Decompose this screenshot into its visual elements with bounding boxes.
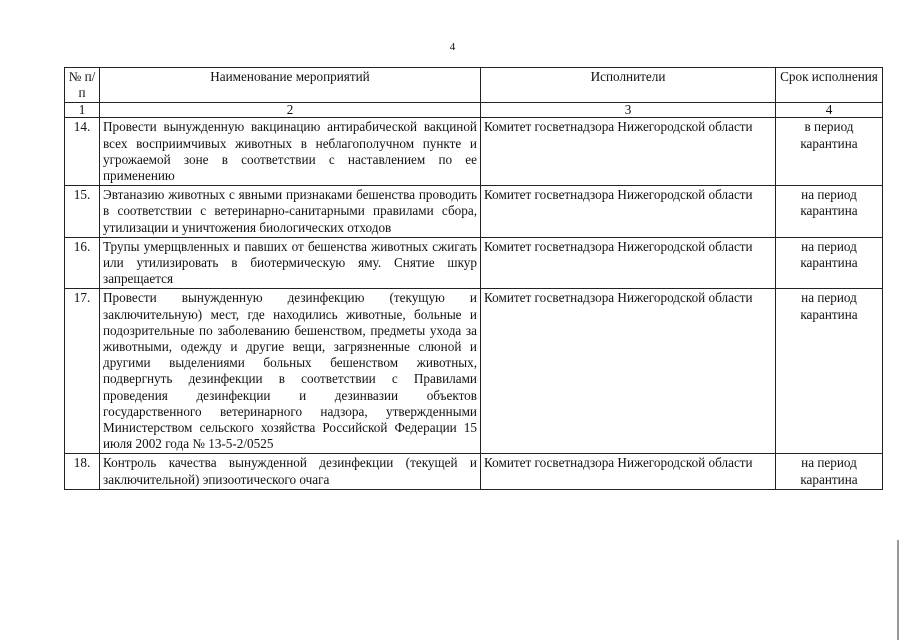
term-text: на период карантина <box>776 186 883 238</box>
table-row <box>65 186 883 238</box>
column-number-4: 4 <box>776 103 883 118</box>
header-executors: Исполнители <box>481 68 776 103</box>
executor-text: Комитет госветнадзора Нижегородской области <box>481 454 776 489</box>
executor-text: Комитет госветнадзора Нижегородской области <box>481 118 776 186</box>
row-number: 15. <box>65 186 100 238</box>
term-text: в период карантина <box>776 118 883 186</box>
row-number: 14. <box>65 118 100 186</box>
measure-text: Провести вынужденную вакцинацию антирабической вакциной всех восприимчивых животных в неблагополучном пункте и угрожаемой зоне в соответствии с наставлением по ее применению <box>100 118 481 186</box>
term-text: на период карантина <box>776 454 883 489</box>
header-number: № п/п <box>65 68 100 103</box>
term-text: на период карантина <box>776 289 883 454</box>
column-number-2: 2 <box>100 103 481 118</box>
term-text: на период карантина <box>776 237 883 289</box>
measure-text: Провести вынужденную дезинфекцию (текущую и заключительную) мест, где находились животные, больные и подозрительные по заболеванию бешенством, предметы ухода за животными, одежду и другие вещи, загрязненные слюной и другими выделениями больных бешенством животных, подвергнуть дезинфекции в соответствии с Правилами проведения дезинфекции и дезинвазии объектов государственного ветеринарного надзора, утвержденными Министерством сельского хозяйства Российской Федерации 15 июля 2002 года № 13-5-2/0525 <box>100 289 481 454</box>
executor-text: Комитет госветнадзора Нижегородской области <box>481 186 776 238</box>
scan-edge-shadow <box>897 540 899 640</box>
executor-text: Комитет госветнадзора Нижегородской области <box>481 237 776 289</box>
row-number: 18. <box>65 454 100 489</box>
table-row <box>65 237 883 289</box>
executor-text: Комитет госветнадзора Нижегородской области <box>481 289 776 454</box>
column-number-1: 1 <box>65 103 100 118</box>
header-term: Срок исполнения <box>776 68 883 103</box>
table-row <box>65 454 883 489</box>
table-row <box>65 118 883 186</box>
row-number: 17. <box>65 289 100 454</box>
column-number-3: 3 <box>481 103 776 118</box>
page-number: 4 <box>449 41 456 53</box>
measure-text: Контроль качества вынужденной дезинфекции (текущей и заключительной) эпизоотического очага <box>100 454 481 489</box>
measure-text: Трупы умерщвленных и павших от бешенства животных сжигать или утилизировать в биотермическую яму. Снятие шкур запрещается <box>100 237 481 289</box>
measure-text: Эвтаназию животных с явными признаками бешенства проводить в соответствии с ветеринарно-санитарными правилами сбора, утилизации и уничтожения биологических отходов <box>100 186 481 238</box>
measures-table <box>64 67 883 490</box>
table-row <box>65 289 883 454</box>
header-measures: Наименование мероприятий <box>100 68 481 103</box>
row-number: 16. <box>65 237 100 289</box>
